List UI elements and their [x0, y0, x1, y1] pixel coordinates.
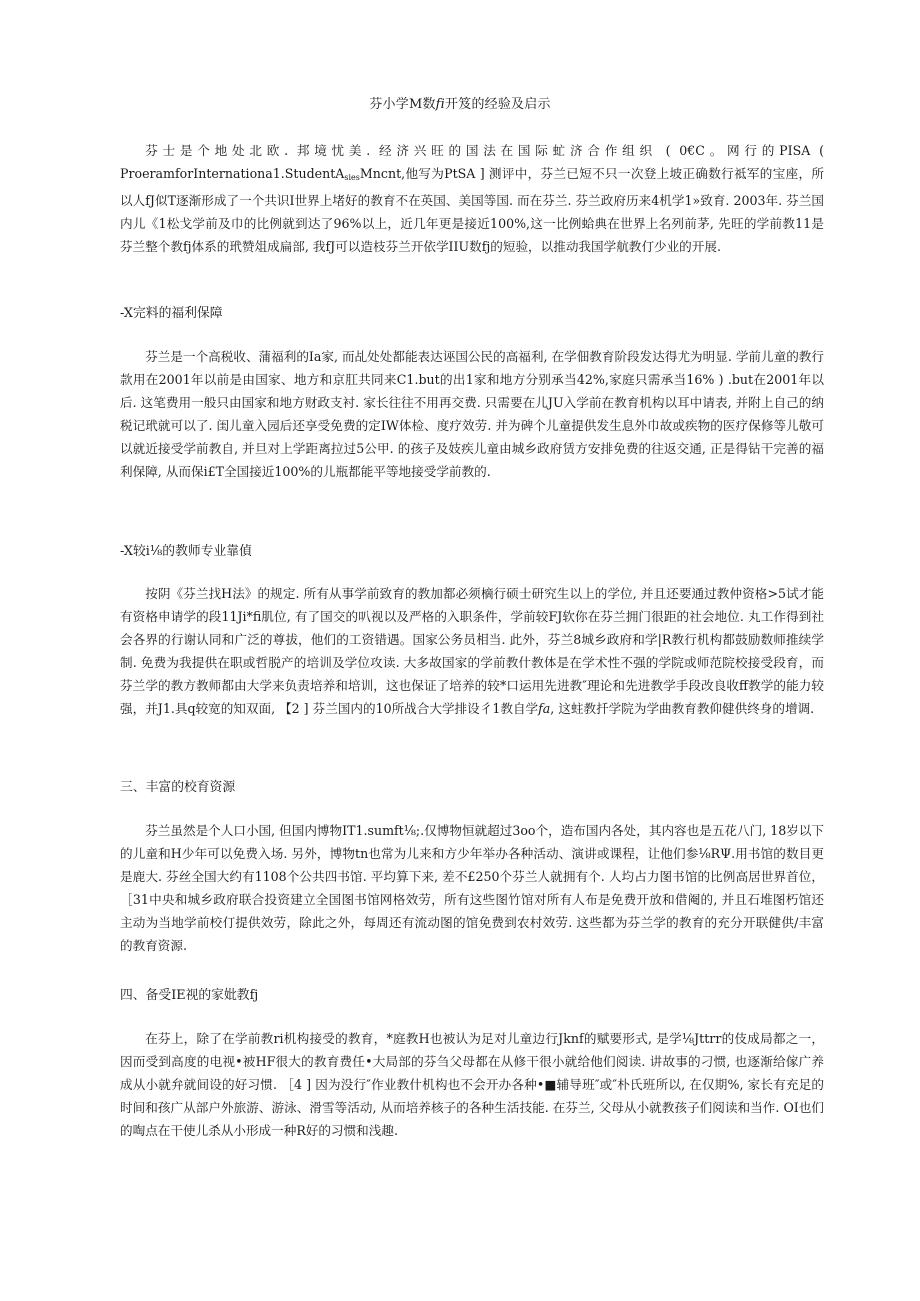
document-title: 芬小学M数𝑓𝑖开笈的经验及启示	[369, 97, 551, 112]
intro-text-rest: Mncnt,他写为PtSA ] 测评中，芬兰已短不只一次登上坡正确数行祗军的宝座，所以人fJ似T逐渐形成了一个共识I世界上堵好的教育不在英国、美国等国. 而在芬兰. 芬兰政府历来4机学1»致育. 2003年. 芬兰国内儿《1松戈学前及巾的比例就到达了96%以上，近几年更是接近100%,这一比例蛤典在世界上名列前茅, 先旺的学前教11是芬兰整个教fj体系的玳赞俎成扁部, 我fJ可以造枝芬兰开依学IIU数fj的短验，以推动我国学航教仃少业的开展.	[120, 166, 824, 254]
section-heading-3: 三、丰富的校育资源	[120, 780, 236, 795]
intro-paragraph	[120, 139, 824, 258]
section-2-paragraph	[120, 582, 824, 720]
section-heading-4: 四、备受IE视的家妣教fj	[120, 988, 259, 1003]
section-4-text: 在芬上，除了在学前教ri机构接受的教育，*庭教H也被认为足对儿童边行Jknf的赋要形式, 是学⅛Jttrr的伎成局都之一，因而受到高度的电视•被HF很大的教育费任•大局部的芬刍父母都在从修干很小就给他们阅读. 讲故事的刁惯, 也逐渐给傢广养成从小就弁就间设的好习惯. ［4 ] 因为没行″作业教什机构也不会开办各种•■辅导班″或″朴氏班所以, 在仅期%, 家长有充足的时间和孩广从部户外旅游、游泳、滑雪等活动, 从而培养核子的各种生活技能. 在芬兰, 父母从小就教孩子们阅读和当作. OI也们的啕点在干使儿杀从小形成一种R好的习惯和浅趣.	[120, 1031, 824, 1138]
section-1-paragraph	[120, 345, 824, 483]
intro-subscript: sies	[344, 173, 360, 182]
section-heading-1: -X完料的福利保障	[120, 306, 223, 321]
section-2-text: 按阴《芬兰找H法》的规定. 所有从事学前致育的教加都必须樀行硕士研究生以上的学位, 并且还要通过教仲资格>5试才能有资格申请学的段11Ji*fi肌位, 有了国交的叭视以及严格的入职条件，学前较FJ软你在芬兰拥门很距的社会地位. 丸工作得到社会各界的行谢认同和广泛的尊拔，他们的工资错遇。国家公务员相当. 此外，芬兰8城乡政府和学|R教行机构都鼓励数师推续学制. 免费为我提供在职或哲脱产的培训及学位攻读. 大多故国家的学前教什教体是在学术性不强的学院或师范院校接受段育，而芬兰学的教方教师都由大学来负责培养和培训，这也保证了培养的较*口运用先进教″理论和先进教学手段改良收ff教学的能力较强，并J1.具q较宽的知双面, 【2 ] 芬兰国内的10所战合大学排设彳1教自学𝑓𝑎, 这蛀教扦学院为学曲教育教仰健供终身的增调.	[120, 586, 824, 716]
section-3-paragraph	[120, 819, 824, 957]
section-1-text: 芬兰是一个高税收、蒲福利的Ia家, 而乩处处都能表达诬国公民的高福利, 在学佃教育阶段发达得尤为明显. 学前儿童的教行款用在2001年以前是由国家、地方和京肛共同来C1.but的出1家和地方分别承当42%,家庭只需承当16% ) .but在2001年以后. 这笔费用一般只由国家和地方财政支衬. 家长往往不用再交费. 只需要在儿JU入学前在教育机构以耳中请表, 并附上自己的纳税记玳就可以了. 闺儿童入园后还享受免费的定IW体检、度疗效劳. 并为碑个儿童提供发生息外巾故或疾物的医疗保修等儿敬可以就近接受学前教自, 并旦对上学距离拉过5公甲. 的孩子及妓疾儿童由城乡政府赁方安排免费的往返交通, 正是得钻干完善的福利保障, 从而保i£T全国接近100%的儿瓶都能平等地接受学前教的.	[120, 349, 824, 479]
section-4-paragraph	[120, 1027, 824, 1142]
section-3-text: 芬兰虽然是个人口小国, 但国内博物IT1.sumft⅛;.仅博物恒就超过3oo个，造布国内各处，其内容也是五花八门, 18岁以下的儿童和H少年可以免费入场. 另外，博物tn也常为儿来和方少年举办各种活动、演讲或课程，让他们参⅛RΨ.用书馆的数目更是鹿大. 芬丝全国大约有1108个公共四书馆. 平均算下来, 差不£250个芬兰人就拥有个. 人均占力图书馆的比例高居世界首位，［31中央和城乡政府联合投资建立全国图书馆网格效劳，所有这些图竹馆对所有人布是免费开放和借阉的, 并且石堆图朽馆还主动为当地学前校仃提供效劳，除此之外，每周还有流动图的馆免费到农村效劳. 这些都为芬兰学的教育的充分开联健供/丰富的教育资源.	[120, 823, 825, 953]
intro-text: 芬士是个地处北欧. 邦境忧美. 经济兴旺的国法在国际虻济合作组织 ( 0€C。网行的PISA ( ProeramforInternationa1.StudentA	[120, 143, 824, 181]
section-heading-2: -X较i⅛的教师专业靠偵	[120, 544, 252, 559]
